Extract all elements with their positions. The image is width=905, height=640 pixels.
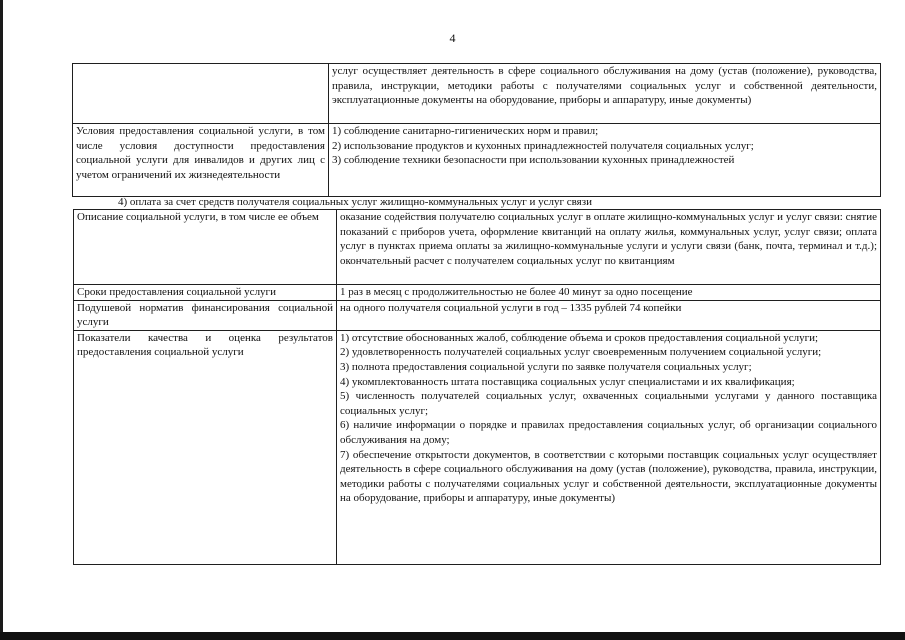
conditions-label: Условия предоставления социальной услуги, в том числе условия доступности предоставления социальной услуги для инвалидов и других лиц с учетом ограничений их жизнедеятельности: [73, 124, 329, 197]
continued-text-cell: услуг осуществляет деятельность в сфере социального обслуживания на дому (устав (положение), руководства, правила, инструкции, методики работы с получателями социальных услуг и собственной деятельности, эксплуатационные документы на оборудование, приборы и аппаратуру, иные документы): [329, 64, 881, 124]
quality-value: [337, 330, 881, 564]
table-row: [74, 285, 881, 301]
funding-label: Подушевой норматив финансирования социальной услуги: [74, 300, 337, 330]
quality-item: 1) отсутствие обоснованных жалоб, соблюдение объема и сроков предоставления социальной услуги;: [340, 331, 819, 344]
table-row: [73, 64, 881, 124]
table-row: [74, 210, 881, 285]
quality-item: 6) наличие информации о порядке и правилах предоставления социальных услуг, об организации социального обслуживания на дому;: [340, 419, 877, 446]
conditions-item: 2) использование продуктов и кухонных принадлежностей получателя социальных услуг;: [332, 139, 754, 152]
scan-edge-bottom: [0, 632, 905, 640]
terms-label: Сроки предоставления социальной услуги: [74, 285, 337, 301]
description-label: Описание социальной услуги, в том числе ее объем: [74, 210, 337, 285]
description-value: оказание содействия получателю социальных услуг в оплате жилищно-коммунальных услуг и услуг связи: снятие показаний с приборов учета, оформление квитанций на оплату жилья, коммунальных услуг, услуг связи; оплата услуг в пунктах приема оплаты за жилищно-коммунальные услуги и услуги связи (банк, почта, терминал и т.д.); окончательный расчет с получателем социальных услуг по квитанциям: [337, 210, 881, 285]
terms-value: 1 раз в месяц с продолжительностью не более 40 минут за одно посещение: [337, 285, 881, 301]
table-row: [74, 300, 881, 330]
conditions-value: [329, 124, 881, 197]
conditions-item: 3) соблюдение техники безопасности при использовании кухонных принадлежностей: [332, 154, 735, 167]
table-row: [73, 124, 881, 197]
quality-item: 5) численность получателей социальных услуг, охваченных социальными услугами у данного поставщика социальных услуг;: [340, 390, 877, 417]
section-heading: 4) оплата за счет средств получателя социальных услуг жилищно-коммунальных услуг и услуг связи: [118, 196, 592, 208]
quality-item: 2) удовлетворенность получателей социальных услуг своевременным получением социальной услуги;: [340, 346, 822, 359]
scan-edge-left: [0, 0, 3, 640]
funding-value: на одного получателя социальной услуги в год – 1335 рублей 74 копейки: [337, 300, 881, 330]
quality-label: Показатели качества и оценка результатов предоставления социальной услуги: [74, 330, 337, 564]
page-number: 4: [449, 31, 456, 45]
empty-label-cell: [73, 64, 329, 124]
table-row: [74, 330, 881, 564]
service-table-payment: [73, 209, 881, 565]
quality-item: 4) укомплектованность штата поставщика социальных услуг специалистами и их квалификация;: [340, 375, 795, 388]
service-table-continued: [72, 63, 881, 197]
quality-item: 3) полнота предоставления социальной услуги по заявке получателя социальных услуг;: [340, 360, 752, 373]
quality-item: 7) обеспечение открытости документов, в соответствии с которыми поставщик социальных услуг осуществляет деятельность в сфере социального обслуживания на дому (устав (положение), руководства, правила, инструкции, методики работы с получателями социальных услуг и собственной деятельности, эксплуатационные документы на оборудование, приборы и аппаратуру, иные документы): [340, 448, 877, 505]
conditions-item: 1) соблюдение санитарно-гигиенических норм и правил;: [332, 125, 599, 137]
